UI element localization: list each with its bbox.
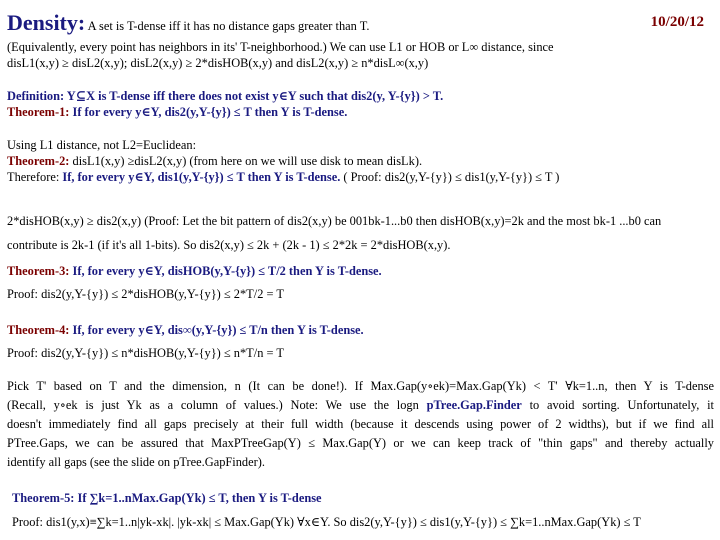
paragraph-line-2-end: to avoid sorting. Unfortunately, it bbox=[521, 398, 714, 412]
theorem-2-label: Theorem-2: bbox=[7, 154, 70, 168]
theorem-5: Theorem-5: If ∑k=1..nMax.Gap(Yk) ≤ T, then Y is T-dense bbox=[12, 491, 322, 505]
therefore-line bbox=[7, 170, 714, 185]
intro-line-2: disL1(x,y) ≥ disL2(x,y); disL2(x,y) ≥ 2*disHOB(x,y) and disL2(x,y) ≥ n*disL∞(x,y) bbox=[7, 56, 429, 70]
theorem-1 bbox=[7, 105, 714, 120]
theorem-5-proof: Proof: dis1(y,x)≡∑k=1..n|yk-xk|. |yk-xk| ≤ Max.Gap(Yk) ∀x∈Y. So dis2(y,Y-{y}) ≤ dis1(y,Y-{y}) ≤ ∑k=1..nMax.Gap(Yk) ≤ T bbox=[12, 515, 641, 529]
hob-line-2: contribute is 2k-1 (if it's all 1-bits). So dis2(x,y) ≤ 2k + (2k - 1) ≤ 2*2k = 2*disHOB(x,y). bbox=[7, 238, 451, 252]
paragraph-line-2 bbox=[7, 398, 714, 413]
theorem-4 bbox=[7, 323, 714, 338]
therefore-statement: If, for every y∈Y, dis1(y,Y-{y}) ≤ T then Y is T-dense. bbox=[59, 170, 341, 184]
therefore-proof: ( Proof: dis2(y,Y-{y}) ≤ dis1(y,Y-{y}) ≤ T ) bbox=[340, 170, 560, 184]
paragraph-line-3: doesn't immediately find all gaps precisely at their full width (because it descends using power of 2 widths), but if we find all bbox=[7, 417, 714, 431]
definition-label: Definition: bbox=[7, 89, 65, 103]
page-title: Density: bbox=[7, 10, 86, 35]
theorem-3-text: If, for every y∈Y, disHOB(y,Y-{y}) ≤ T/2 then Y is T-dense. bbox=[69, 264, 382, 278]
definition-text: Y⊆X is T-dense iff there does not exist y∈Y such that dis2(y, Y-{y}) > T. bbox=[64, 89, 444, 103]
theorem-4-label: Theorem-4: bbox=[7, 323, 70, 337]
theorem-1-text: If for every y∈Y, dis2(y,Y-{y}) ≤ T then Y is T-dense. bbox=[69, 105, 348, 119]
page-subtitle: A set is T-dense iff it has no distance gaps greater than T. bbox=[87, 19, 370, 33]
paragraph-line-5: identify all gaps (see the slide on pTree.GapFinder). bbox=[7, 455, 265, 469]
ptree-gap-finder: pTree.Gap.Finder bbox=[426, 398, 522, 412]
paragraph-line-4: PTree.Gaps, we can be assured that MaxPTreeGap(Y) ≤ Max.Gap(Y) or we can keep track of "thin gaps" and thereby actually bbox=[7, 436, 714, 450]
therefore-label: Therefore: bbox=[7, 170, 60, 184]
theorem-4-text: If, for every y∈Y, dis∞(y,Y-{y}) ≤ T/n then Y is T-dense. bbox=[69, 323, 364, 337]
theorem-3-label: Theorem-3: bbox=[7, 264, 70, 278]
theorem-2-text: disL1(x,y) ≥disL2(x,y) (from here on we will use disk to mean disLk). bbox=[69, 154, 423, 168]
theorem-3 bbox=[7, 264, 714, 279]
theorem-2 bbox=[7, 154, 714, 169]
theorem-4-proof: Proof: dis2(y,Y-{y}) ≤ n*disHOB(y,Y-{y}) ≤ n*T/n = T bbox=[7, 346, 284, 360]
intro-line-1: (Equivalently, every point has neighbors in its' T-neighborhood.) We can use L1 or HOB or L∞ distance, since bbox=[7, 40, 554, 54]
using-l1-line: Using L1 distance, not L2=Euclidean: bbox=[7, 138, 197, 152]
paragraph-line-2-start: (Recall, y∘ek is just Yk as a column of values.) Note: We use the logn bbox=[7, 398, 427, 412]
slide-date: 10/20/12 bbox=[650, 14, 704, 30]
theorem-3-proof: Proof: dis2(y,Y-{y}) ≤ 2*disHOB(y,Y-{y}) ≤ 2*T/2 = T bbox=[7, 287, 284, 301]
title-row bbox=[7, 10, 714, 39]
hob-line-1: 2*disHOB(x,y) ≥ dis2(x,y) (Proof: Let the bit pattern of dis2(x,y) be 001bk-1...b0 then disHOB(x,y)=2k and the most bk-1 ...b0 can bbox=[7, 214, 662, 228]
definition bbox=[7, 89, 714, 104]
paragraph-line-1: Pick T' based on T and the dimension, n (It can be done!). If Max.Gap(y∘ek)=Max.Gap(Yk) < T' ∀k=1..n, then Y is T-dense bbox=[7, 379, 714, 393]
theorem-1-label: Theorem-1: bbox=[7, 105, 70, 119]
